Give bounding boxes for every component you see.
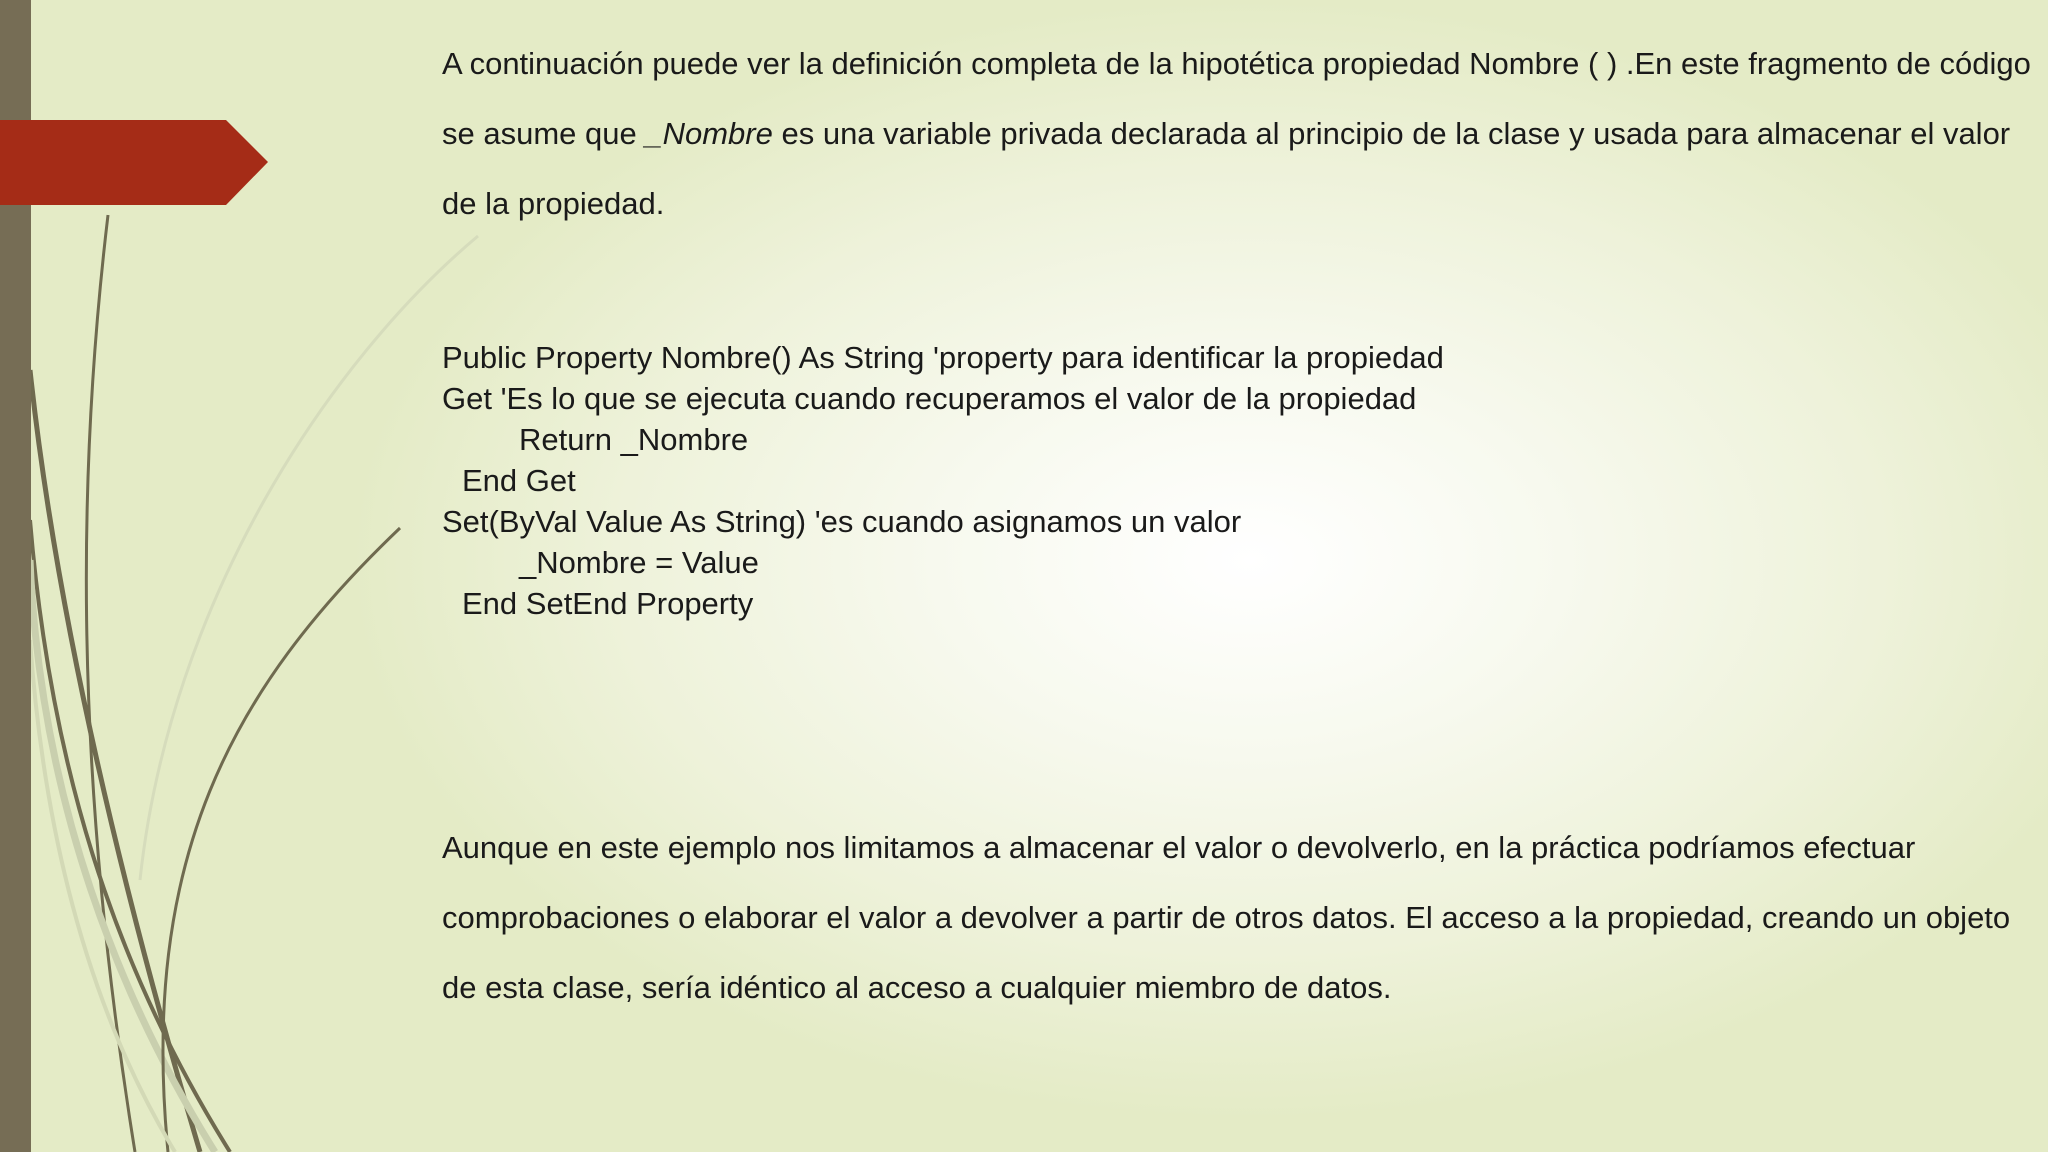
- intro-text-start: A continuación puede ver la definición completa de la hipotética propiedad Nombre ( ) .En este fragmento de código se asume que: [442, 46, 2031, 151]
- code-line: _Nombre = Value: [519, 545, 759, 580]
- code-line: Return _Nombre: [519, 422, 749, 457]
- code-line: End Get: [462, 463, 576, 498]
- intro-text-end: es una variable privada declarada al principio de la clase y usada para almacenar el valor de la propiedad.: [442, 116, 2011, 221]
- code-line: Get 'Es lo que se ejecuta cuando recuperamos el valor de la propiedad: [442, 381, 1417, 416]
- variable-name: _Nombre: [645, 116, 773, 151]
- closing-paragraph: Aunque en este ejemplo nos limitamos a almacenar el valor o devolverlo, en la práctica podríamos efectuar comprobaciones o elaborar el valor a devolver a partir de otros datos. El acceso a la propiedad, creando un objeto de esta clase, sería idéntico al acceso a cualquier miembro de datos.: [442, 830, 2011, 1005]
- code-line: Public Property Nombre() As String 'property para identificar la propiedad: [442, 340, 1444, 375]
- arrow-tab-decoration: [0, 120, 268, 205]
- intro-paragraph: [442, 29, 2032, 239]
- code-line: Set(ByVal Value As String) 'es cuando asignamos un valor: [442, 504, 1242, 539]
- code-snippet: [442, 337, 1942, 624]
- code-line: End SetEnd Property: [462, 586, 754, 621]
